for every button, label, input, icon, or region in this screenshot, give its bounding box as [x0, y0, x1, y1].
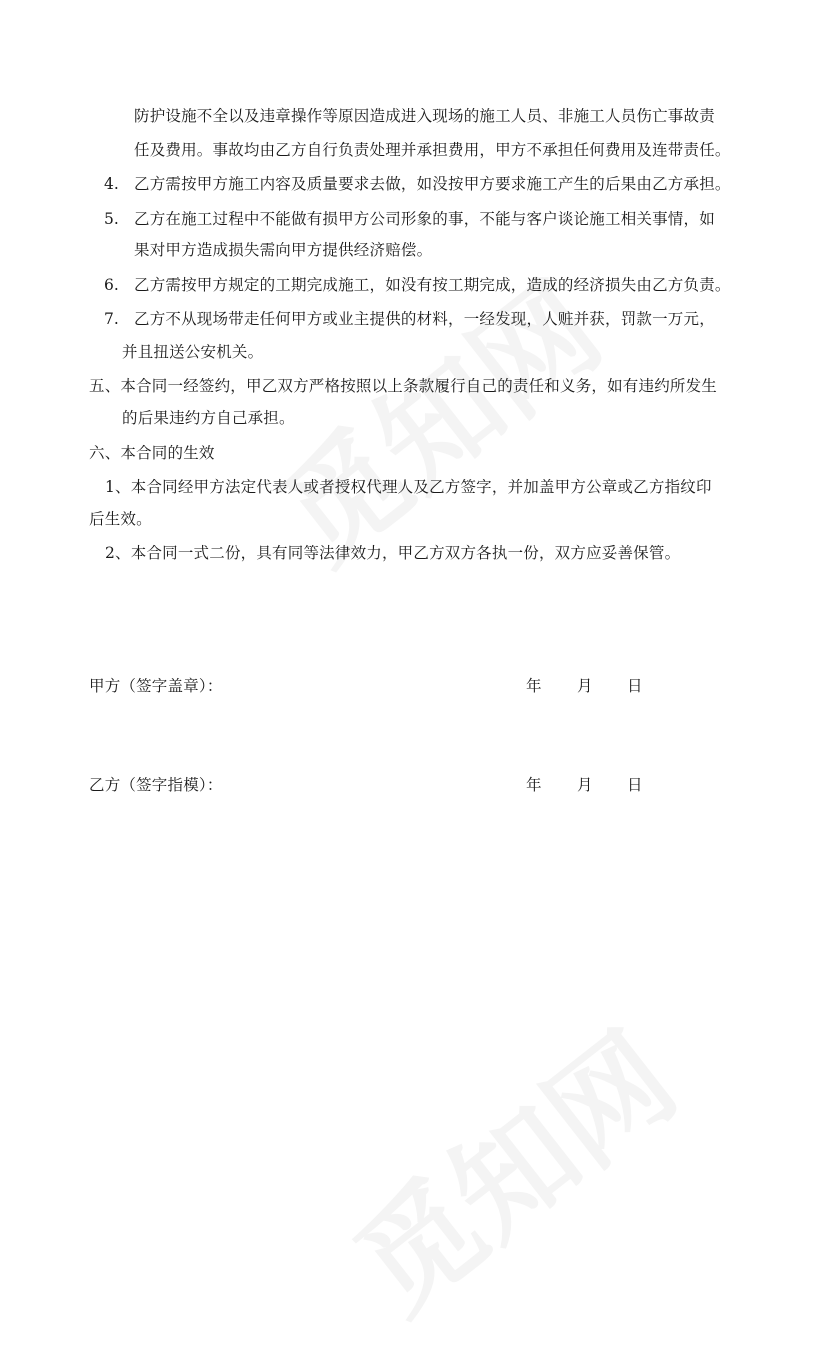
- item7-text-line-2: 并且扭送公安机关。: [122, 343, 264, 361]
- item6-number: 6.: [104, 276, 119, 294]
- item6-text: 乙方需按甲方规定的工期完成施工，如没有按工期完成，造成的经济损失由乙方负责。: [134, 276, 731, 294]
- watermark-bottom: [315, 987, 705, 1344]
- item5-text-line-2: 果对甲方造成损失需向甲方提供经济赔偿。: [134, 241, 433, 259]
- party-a-day: 日: [627, 677, 643, 695]
- party-a-year: 年: [526, 677, 542, 695]
- section6-clause1-line-1: 1、本合同经甲方法定代表人或者授权代理人及乙方签字，并加盖甲方公章或乙方指纹印: [105, 478, 712, 496]
- item4-text: 乙方需按甲方施工内容及质量要求去做，如没按甲方要求施工产生的后果由乙方承担。: [134, 175, 731, 193]
- party-b-day: 日: [627, 776, 643, 794]
- item4-number: 4.: [104, 175, 119, 193]
- item7-text-line-1: 乙方不从现场带走任何甲方或业主提供的材料，一经发现，人赃并获，罚款一万元，: [134, 310, 715, 328]
- section6-clause2: 2、本合同一式二份，具有同等法律效力，甲乙方双方各执一份，双方应妥善保管。: [105, 544, 681, 562]
- section6-heading: 六、本合同的生效: [89, 444, 215, 462]
- item7-number: 7.: [104, 310, 119, 328]
- party-a-signature-label: 甲方（签字盖章）：: [89, 677, 223, 695]
- item3-continuation-line-2: 任及费用。事故均由乙方自行负责处理并承担费用，甲方不承担任何费用及连带责任。: [134, 141, 731, 159]
- item3-continuation-line-1: 防护设施不全以及违章操作等原因造成进入现场的施工人员、非施工人员伤亡事故责: [134, 107, 715, 125]
- section5-line-2: 的后果违约方自己承担。: [122, 409, 295, 427]
- section6-clause1-line-2: 后生效。: [89, 510, 152, 528]
- party-b-month: 月: [577, 776, 593, 794]
- party-a-month: 月: [577, 677, 593, 695]
- section5-line-1: 五、本合同一经签约，甲乙双方严格按照以上条款履行自己的责任和义务，如有违约所发生: [89, 377, 718, 395]
- party-b-signature-label: 乙方（签字指模）：: [89, 776, 223, 794]
- item5-text-line-1: 乙方在施工过程中不能做有损甲方公司形象的事，不能与客户谈论施工相关事情，如: [134, 210, 715, 228]
- party-b-year: 年: [526, 776, 542, 794]
- item5-number: 5.: [104, 210, 119, 228]
